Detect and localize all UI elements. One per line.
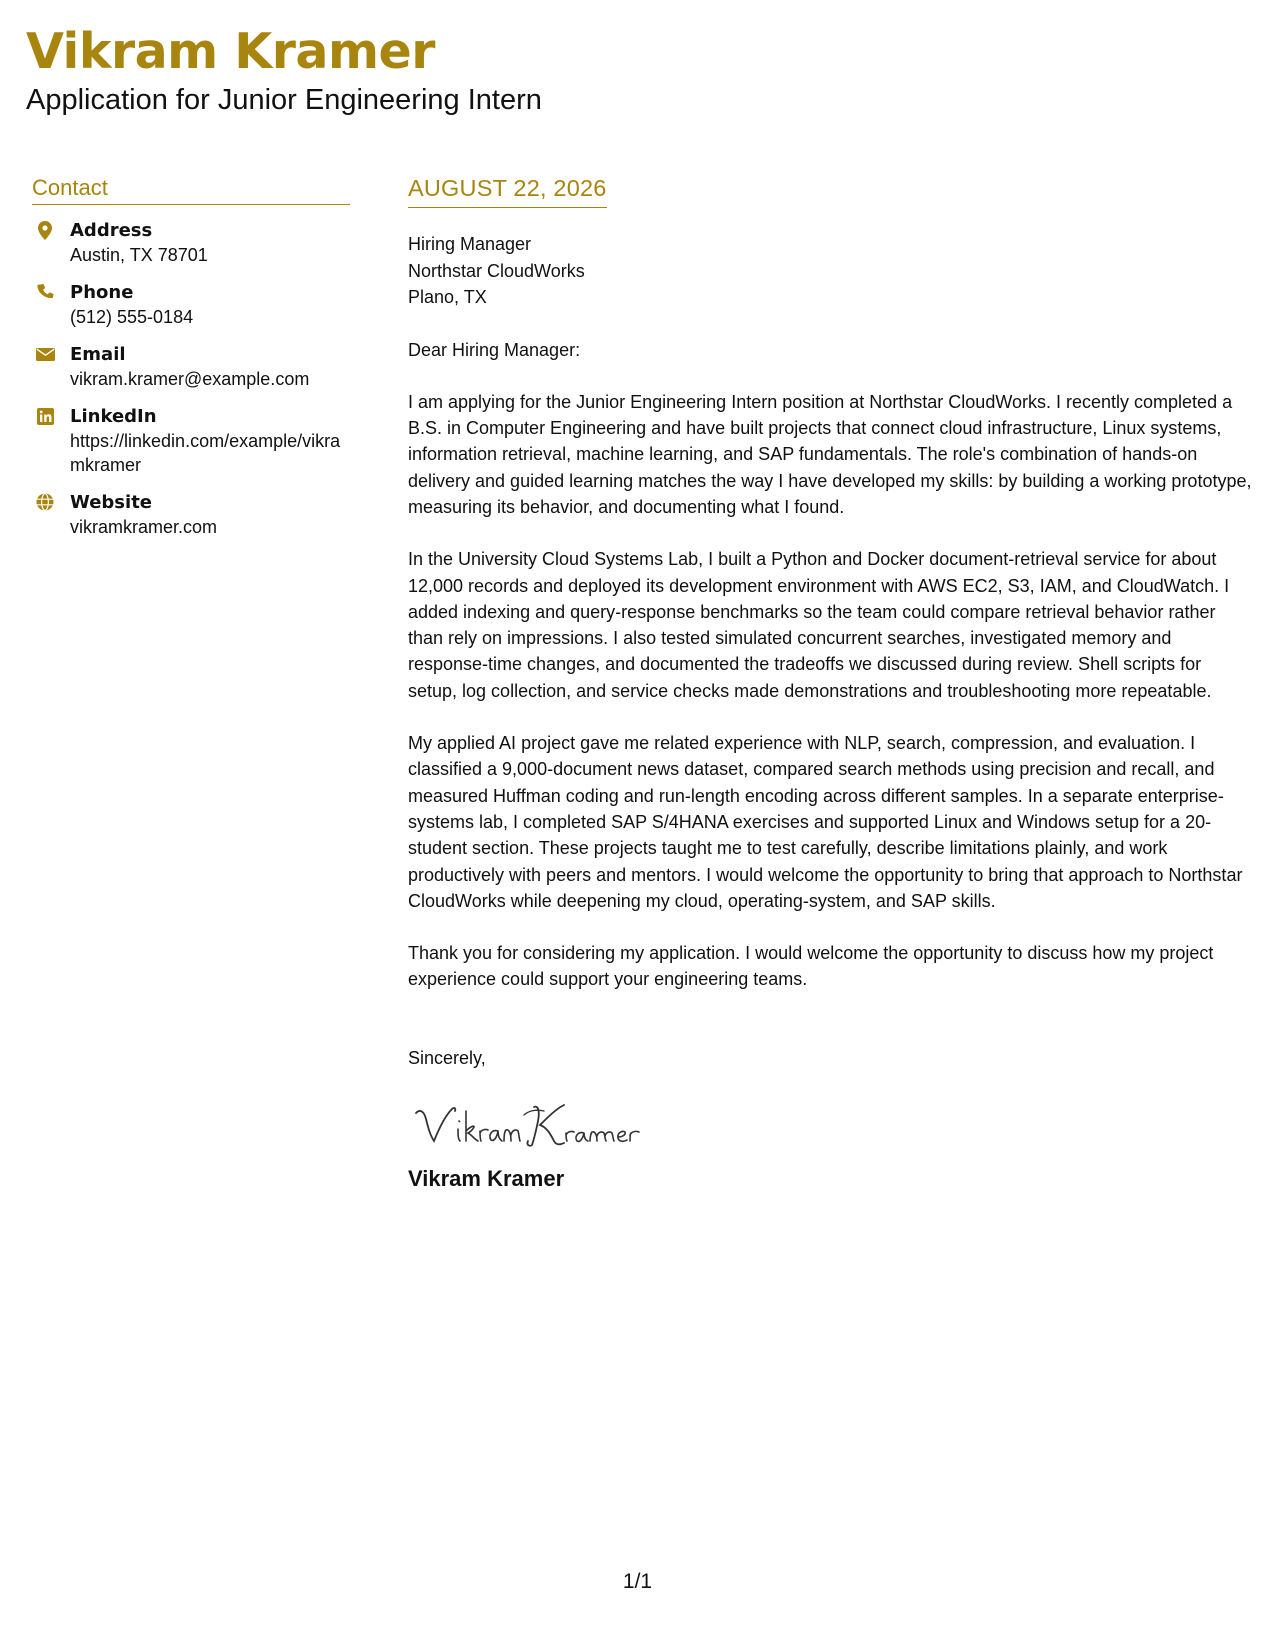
contact-item-address	[32, 219, 350, 267]
contact-item-email	[32, 343, 350, 391]
signer-name: Vikram Kramer	[408, 1165, 565, 1191]
envelope-icon	[34, 343, 56, 365]
recipient-location: Plano, TX	[408, 287, 487, 307]
handwritten-signature	[408, 1089, 688, 1157]
contact-value-address: Austin, TX 78701	[70, 245, 208, 265]
recipient-block	[408, 231, 1253, 311]
letter-paragraph: My applied AI project gave me related experience with NLP, search, compression, and evaluation. I classified a 9,000-document news dataset, compared search methods using precision and recall, and measured Huffman coding and run-length encoding across different samples. In a separate enterprise-systems lab, I completed SAP S/4HANA exercises and supported Linux and Windows setup for a 20-student section. These projects taught me to test carefully, describe limitations plainly, and work productively with peers and mentors. I would welcome the opportunity to bring that approach to Northstar CloudWorks while deepening my cloud, operating-system, and SAP skills.	[408, 733, 1243, 911]
globe-icon	[34, 491, 56, 513]
contact-label-phone: Phone	[70, 282, 134, 303]
recipient-company: Northstar CloudWorks	[408, 260, 585, 281]
contact-value-linkedin[interactable]: https://linkedin.com/example/vikramkramer	[70, 431, 341, 475]
contact-label-email: Email	[70, 344, 126, 365]
letter-body	[408, 175, 1253, 1193]
contact-value-website[interactable]: vikramkramer.com	[70, 517, 218, 537]
contact-item-phone	[32, 281, 350, 329]
applicant-name: Vikram Kramer	[26, 23, 435, 80]
letter-header	[26, 22, 542, 118]
letter-date: AUGUST 22, 2026	[408, 175, 607, 208]
contact-sidebar	[32, 175, 350, 553]
closing: Sincerely,	[408, 1047, 486, 1068]
contact-heading: Contact	[32, 175, 350, 205]
letter-paragraph: In the University Cloud Systems Lab, I built a Python and Docker document-retrieval service for about 12,000 records and deployed its development environment with AWS EC2, S3, IAM, and CloudWatch. I added indexing and query-response benchmarks so the team could compare retrieval behavior rather than rely on impressions. I also tested simulated concurrent searches, investigated memory and response-time changes, and documented the tradeoffs we discussed during review. Shell scripts for setup, log collection, and service checks made demonstrations and troubleshooting more repeatable.	[408, 549, 1230, 701]
recipient-line: Hiring Manager	[408, 234, 532, 254]
letter-paragraph: Thank you for considering my application. I would welcome the opportunity to discuss how my project experience could support your engineering teams.	[408, 943, 1214, 990]
letter-paragraph: I am applying for the Junior Engineering Intern position at Northstar CloudWorks. I recently completed a B.S. in Computer Engineering and have built projects that connect cloud infrastructure, Linux systems, information retrieval, machine learning, and SAP fundamentals. The role's combination of hands-on delivery and guided learning matches the way I have developed my skills: by building a working prototype, measuring its behavior, and documenting what I found.	[408, 391, 1252, 517]
application-subtitle: Application for Junior Engineering Intern	[26, 84, 542, 116]
contact-value-email[interactable]: vikram.kramer@example.com	[70, 369, 310, 389]
phone-icon	[34, 281, 56, 303]
salutation: Dear Hiring Manager:	[408, 339, 581, 360]
contact-item-website	[32, 491, 350, 539]
contact-label-website: Website	[70, 492, 153, 513]
contact-value-phone: (512) 555-0184	[70, 307, 194, 327]
map-pin-icon	[34, 219, 56, 241]
page-number: 1/1	[622, 1570, 653, 1593]
contact-label-linkedin: LinkedIn	[70, 406, 157, 427]
linkedin-icon	[34, 405, 56, 427]
contact-label-address: Address	[70, 220, 153, 241]
contact-item-linkedin	[32, 405, 350, 477]
